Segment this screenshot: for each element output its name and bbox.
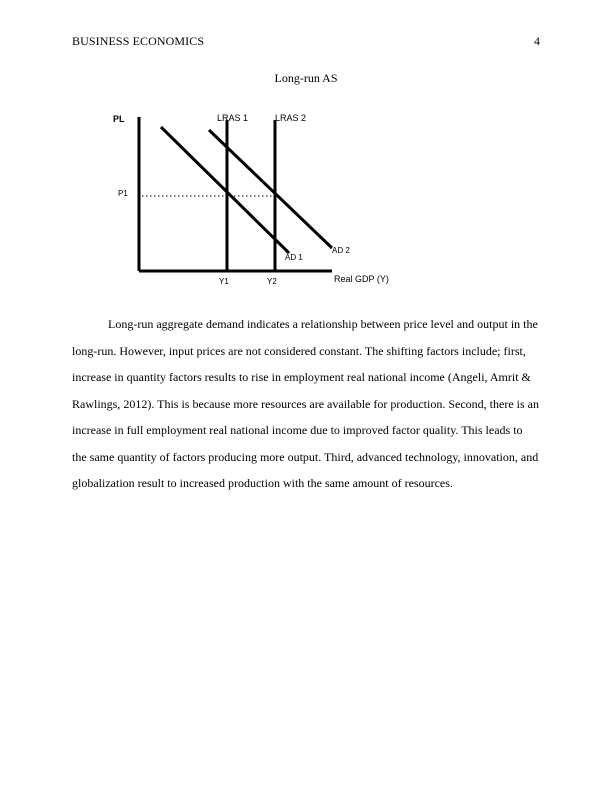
x-axis-label: Real GDP (Y) (334, 274, 389, 284)
long-run-as-chart (100, 105, 400, 290)
lras-1-label: LRAS 1 (217, 113, 249, 123)
paragraph-line: increase in full employment real national income due to improved factor quality. This leads to (72, 423, 523, 437)
paragraph-line: Long-run aggregate demand indicates a relationship between price level and output in the (108, 317, 538, 331)
body-paragraph (72, 311, 540, 497)
p1-label: P1 (118, 189, 128, 198)
lras-2-label: LRAS 2 (275, 113, 307, 123)
paragraph-line: Rawlings, 2012). This is because more resources are available for production. Second, there is an (72, 396, 539, 411)
paragraph-line: globalization result to increased production with the same amount of resources. (72, 476, 453, 490)
paragraph-line: increase in quantity factors results to rise in employment real national income (Angeli, Amrit & (72, 370, 531, 384)
paragraph-line: long-run. However, input prices are not considered constant. The shifting factors include; first, (72, 343, 526, 358)
y1-tick-label: Y1 (219, 277, 229, 286)
ad-1-label: AD 1 (285, 253, 303, 262)
figure-title: Long-run AS (274, 71, 338, 85)
paragraph-line: the same quantity of factors producing more output. Third, advanced technology, innovation, and (72, 449, 539, 464)
page-number: 4 (534, 34, 540, 48)
running-head: BUSINESS ECONOMICS (72, 34, 205, 48)
y2-tick-label: Y2 (267, 277, 277, 286)
y-axis-label: PL (113, 114, 125, 124)
ad-2-label: AD 2 (332, 246, 350, 255)
